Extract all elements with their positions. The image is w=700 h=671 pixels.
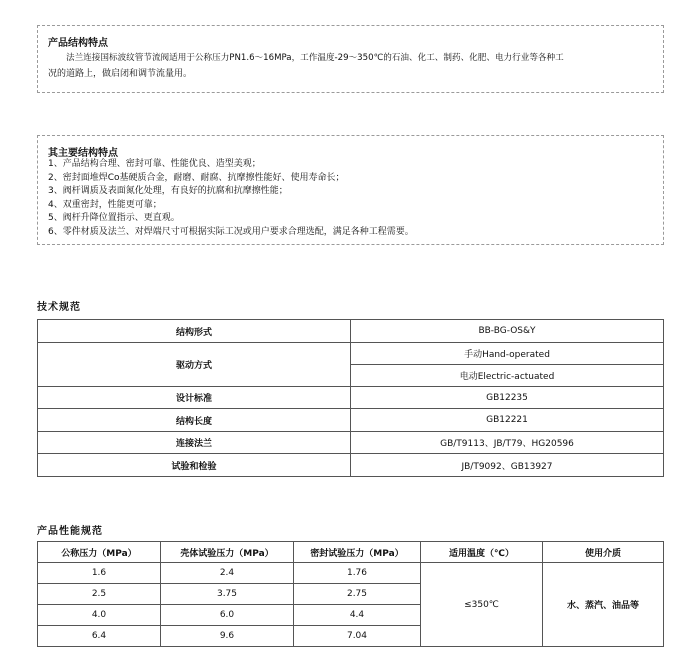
spec-label: 设计标准 [38,387,351,409]
table-row [38,320,664,343]
cell-nominal-pressure: 4.0 [38,605,161,626]
main-feature-item: 4、双重密封，性能更可靠； [48,199,162,210]
performance-title: 产品性能规范 [37,526,103,537]
spec-label: 驱动方式 [38,343,351,387]
cell-nominal-pressure: 6.4 [38,626,161,647]
cell-shell-test-pressure: 9.6 [161,626,294,647]
spec-label: 结构长度 [38,409,351,432]
structure-features-box [37,25,664,93]
spec-label: 试验和检验 [38,454,351,477]
table-row [38,343,664,365]
main-feature-item: 2、密封面堆焊Co基硬质合金，耐磨、耐腐、抗摩擦性能好、使用寿命长； [48,172,345,183]
main-feature-item: 6、零件材质及法兰、对焊端尺寸可根据实际工况或用户要求合理选配，满足各种工程需要。 [48,226,414,237]
col-header-medium: 使用介质 [543,542,664,563]
main-feature-item: 3、阀杆调质及表面氮化处理，有良好的抗腐和抗摩擦性能； [48,186,288,196]
cell-shell-test-pressure: 3.75 [161,584,294,605]
spec-value: 电动Electric-actuated [351,365,664,387]
table-header-row [38,542,664,563]
col-header-nominal-pressure: 公称压力（MPa） [38,542,161,563]
spec-value: GB12221 [351,409,664,432]
spec-value: GB12235 [351,387,664,409]
spec-value: JB/T9092、GB13927 [351,454,664,477]
structure-features-title: 产品结构特点 [48,38,108,49]
structure-features-line1: 法兰连接国标波纹管节流阀适用于公称压力PN1.6～16MPa，工作温度-29～350℃的石油、化工、制药、化肥、电力行业等各种工 [66,53,564,63]
col-header-temperature: 适用温度（℃） [421,542,543,563]
cell-seal-test-pressure: 1.76 [294,563,421,584]
cell-temperature: ≤350℃ [421,563,543,647]
table-row [38,387,664,409]
cell-shell-test-pressure: 2.4 [161,563,294,584]
cell-shell-test-pressure: 6.0 [161,605,294,626]
tech-spec-title: 技术规范 [37,302,81,313]
structure-features-line2: 况的道路上，做启闭和调节流量用。 [48,69,193,79]
cell-seal-test-pressure: 7.04 [294,626,421,647]
structure-features-text [48,50,660,82]
cell-seal-test-pressure: 4.4 [294,605,421,626]
spec-value: BB-BG-OS&Y [351,320,664,343]
cell-seal-test-pressure: 2.75 [294,584,421,605]
main-features-title: 其主要结构特点 [48,148,118,159]
table-row [38,432,664,454]
table-row [38,409,664,432]
spec-value: 手动Hand-operated [351,343,664,365]
cell-nominal-pressure: 2.5 [38,584,161,605]
main-feature-item: 1、产品结构合理、密封可靠、性能优良、造型美观； [48,159,261,169]
table-row [38,454,664,477]
table-row [38,563,664,584]
main-features-box [37,135,664,245]
cell-nominal-pressure: 1.6 [38,563,161,584]
col-header-seal-test-pressure: 密封试验压力（MPa） [294,542,421,563]
main-features-list [48,158,414,239]
tech-spec-table [37,319,664,477]
cell-medium: 水、蒸汽、油品等 [543,563,664,647]
performance-table [37,541,664,647]
spec-value: GB/T9113、JB/T79、HG20596 [351,432,664,454]
spec-label: 结构形式 [38,320,351,343]
spec-label: 连接法兰 [38,432,351,454]
col-header-shell-test-pressure: 壳体试验压力（MPa） [161,542,294,563]
main-feature-item: 5、阀杆升降位置指示、更直观。 [48,213,180,223]
